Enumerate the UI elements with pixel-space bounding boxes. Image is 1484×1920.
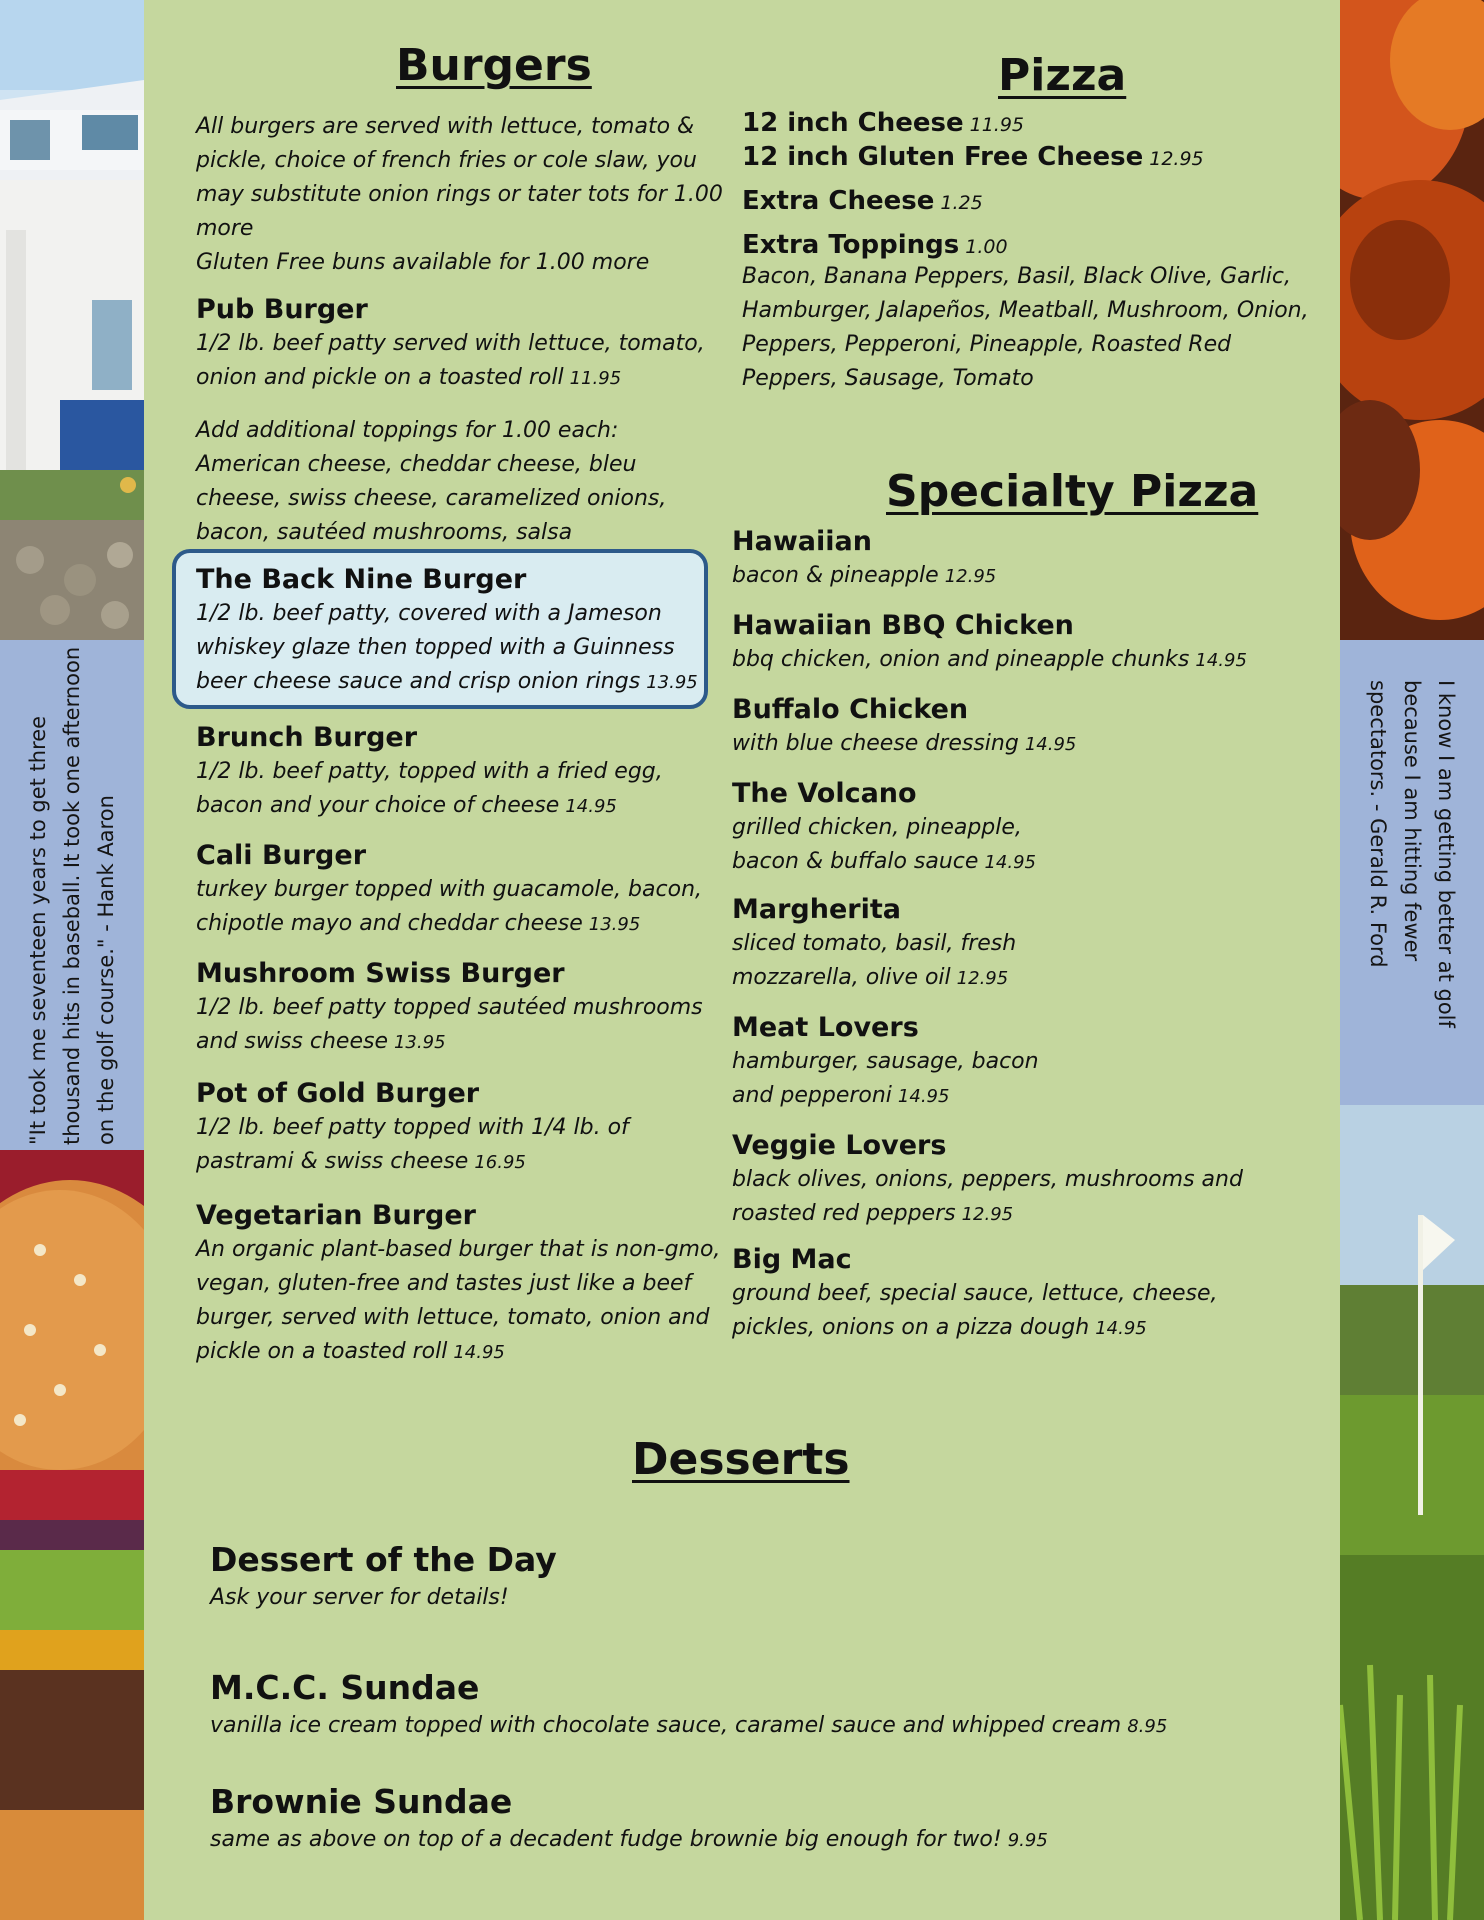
item-name: Brownie Sundae: [210, 1782, 513, 1821]
item-name: Veggie Lovers: [732, 1130, 947, 1161]
item-price: 14.95: [1024, 734, 1077, 755]
back-nine-burger: [196, 564, 706, 700]
item-desc: turkey burger topped with guacamole, bacon, chipotle mayo and cheddar cheese: [196, 877, 702, 936]
item-desc: 1/2 lb. beef patty, covered with a Jameson whiskey glaze then topped with a Guinness beer cheese sauce and crisp onion rings: [196, 601, 675, 694]
item-price: 12.95: [956, 968, 1009, 989]
specialty-big-mac: [732, 1244, 1252, 1346]
item-name: The Back Nine Burger: [196, 564, 527, 595]
left-photo-strip: [0, 0, 144, 1920]
specialty-meat-lovers: [732, 1012, 1052, 1114]
pizza-gluten-free-cheese: [742, 142, 1332, 172]
right-quote-panel: [1340, 640, 1484, 1105]
item-desc: 1/2 lb. beef patty topped with 1/4 lb. of pastrami & swiss cheese: [196, 1115, 629, 1174]
item-price: 13.95: [588, 914, 641, 935]
pub-burger: [196, 294, 726, 396]
item-name: Meat Lovers: [732, 1012, 919, 1043]
item-name: Dessert of the Day: [210, 1540, 557, 1579]
item-name: The Volcano: [732, 778, 917, 809]
item-name: Big Mac: [732, 1244, 852, 1275]
item-price: 13.95: [646, 672, 698, 693]
item-name: Hawaiian BBQ Chicken: [732, 610, 1074, 641]
right-photo-strip: [1340, 0, 1484, 1920]
item-desc: Ask your server for details!: [210, 1585, 509, 1610]
item-price: 1.25: [940, 192, 983, 214]
pot-of-gold-burger: [196, 1078, 726, 1180]
item-name: 12 inch Cheese: [742, 108, 964, 138]
item-name: Vegetarian Burger: [196, 1200, 476, 1231]
specialty-buffalo: [732, 694, 1332, 762]
item-desc: black olives, onions, peppers, mushrooms and roasted red peppers: [732, 1167, 1243, 1226]
item-name: Extra Cheese: [742, 186, 935, 216]
burgers-intro: [196, 110, 726, 280]
pizza-cheese: [742, 108, 1332, 138]
item-name: Brunch Burger: [196, 722, 418, 753]
item-price: 11.95: [569, 368, 622, 389]
burger-photo: [0, 1150, 144, 1920]
specialty-pizza-title: Specialty Pizza: [886, 466, 1259, 517]
item-name: Pub Burger: [196, 294, 368, 325]
item-desc: vanilla ice cream topped with chocolate sauce, caramel sauce and whipped cream: [210, 1713, 1122, 1738]
item-name: Buffalo Chicken: [732, 694, 969, 725]
item-desc: ground beef, special sauce, lettuce, cheese, pickles, onions on a pizza dough: [732, 1281, 1218, 1340]
golf-flag-photo: [1340, 1105, 1484, 1920]
item-name: Hawaiian: [732, 526, 872, 557]
dessert-of-the-day: [210, 1540, 557, 1610]
cali-burger: [196, 840, 726, 942]
vegetarian-burger: [196, 1200, 726, 1370]
pizza-extra-cheese: [742, 186, 1332, 216]
item-price: 16.95: [474, 1152, 526, 1173]
item-price: 12.95: [1149, 148, 1204, 170]
item-name: M.C.C. Sundae: [210, 1668, 480, 1707]
desserts-title: Desserts: [632, 1434, 850, 1485]
specialty-hawaiian: [732, 526, 1332, 594]
mushroom-swiss-burger: [196, 958, 726, 1060]
pizza-title: Pizza: [998, 50, 1127, 101]
item-price: 14.95: [565, 796, 617, 817]
item-name: Cali Burger: [196, 840, 367, 871]
item-desc: bacon & pineapple: [732, 563, 939, 588]
mcc-sundae: [210, 1668, 1167, 1738]
left-quote-panel: [0, 640, 144, 1150]
specialty-volcano: [732, 778, 1052, 880]
item-desc: with blue cheese dressing: [732, 731, 1019, 756]
item-name: Pot of Gold Burger: [196, 1078, 480, 1109]
item-desc: 1/2 lb. beef patty served with lettuce, tomato, onion and pickle on a toasted roll: [196, 331, 705, 390]
toppings-note: [196, 414, 726, 550]
item-price: 14.95: [1095, 1318, 1147, 1339]
item-name: Extra Toppings: [742, 230, 960, 260]
item-desc: 1/2 lb. beef patty, topped with a fried egg, bacon and your choice of cheese: [196, 759, 663, 818]
specialty-margherita: [732, 894, 1132, 996]
item-price: 13.95: [393, 1032, 446, 1053]
pizza-extra-toppings: [742, 230, 1332, 260]
item-name: 12 inch Gluten Free Cheese: [742, 142, 1144, 172]
item-name: Margherita: [732, 894, 901, 925]
clubhouse-photo: [0, 0, 144, 640]
item-price: 14.95: [897, 1086, 950, 1107]
item-desc: grilled chicken, pineapple, bacon & buffalo sauce: [732, 815, 1022, 874]
item-desc: hamburger, sausage, bacon and pepperoni: [732, 1049, 1039, 1108]
pizza-toppings-list: Bacon, Banana Peppers, Basil, Black Olive, Garlic, Hamburger, Jalapeños, Meatball, Mushroom, Onion, Peppers, Pepperoni, Pineapple, Roasted Red Peppers, Sausage, Tomato: [742, 264, 1309, 391]
item-price: 12.95: [961, 1204, 1014, 1225]
gluten-free-note: Gluten Free buns available for 1.00 more: [196, 250, 650, 275]
gerald-ford-quote: I know I am getting better at golf because I am hitting fewer spectators. - Gerald R. Ford: [1366, 680, 1458, 1028]
specialty-hawaiian-bbq: [732, 610, 1332, 678]
brownie-sundae: [210, 1782, 1048, 1852]
chicken-wings-photo: [1340, 0, 1484, 640]
item-price: 14.95: [453, 1342, 505, 1363]
item-price: 11.95: [969, 114, 1025, 136]
item-price: 1.00: [965, 236, 1008, 258]
hank-aaron-quote: "It took me seventeen years to get three thousand hits in baseball. It took one afternoon on the golf course." - Hank Aaron: [26, 646, 118, 1145]
burgers-intro-text: All burgers are served with lettuce, tomato & pickle, choice of french fries or cole slaw, you may substitute onion rings or tater tots for 1.00 more: [196, 114, 723, 241]
item-price: 14.95: [984, 852, 1036, 873]
item-price: 14.95: [1195, 650, 1247, 671]
item-price: 12.95: [944, 566, 997, 587]
brunch-burger: [196, 722, 726, 824]
item-price: 8.95: [1127, 1716, 1168, 1737]
item-price: 9.95: [1007, 1830, 1048, 1851]
toppings-note-text: Add additional toppings for 1.00 each: American cheese, cheddar cheese, bleu cheese, swiss cheese, caramelized onions, bacon, sautéed mushrooms, salsa: [196, 418, 667, 545]
item-desc: sliced tomato, basil, fresh mozzarella, olive oil: [732, 931, 1017, 990]
item-name: Mushroom Swiss Burger: [196, 958, 565, 989]
item-desc: same as above on top of a decadent fudge brownie big enough for two!: [210, 1827, 1002, 1852]
item-desc: An organic plant-based burger that is non-gmo, vegan, gluten-free and tastes just like a beef burger, served with lettuce, tomato, onion and pickle on a toasted roll: [196, 1237, 721, 1364]
pizza-list: [742, 108, 1332, 396]
specialty-veggie-lovers: [732, 1130, 1252, 1232]
item-desc: bbq chicken, onion and pineapple chunks: [732, 647, 1190, 672]
item-desc: 1/2 lb. beef patty topped sautéed mushrooms and swiss cheese: [196, 995, 703, 1054]
burgers-title: Burgers: [396, 40, 592, 91]
